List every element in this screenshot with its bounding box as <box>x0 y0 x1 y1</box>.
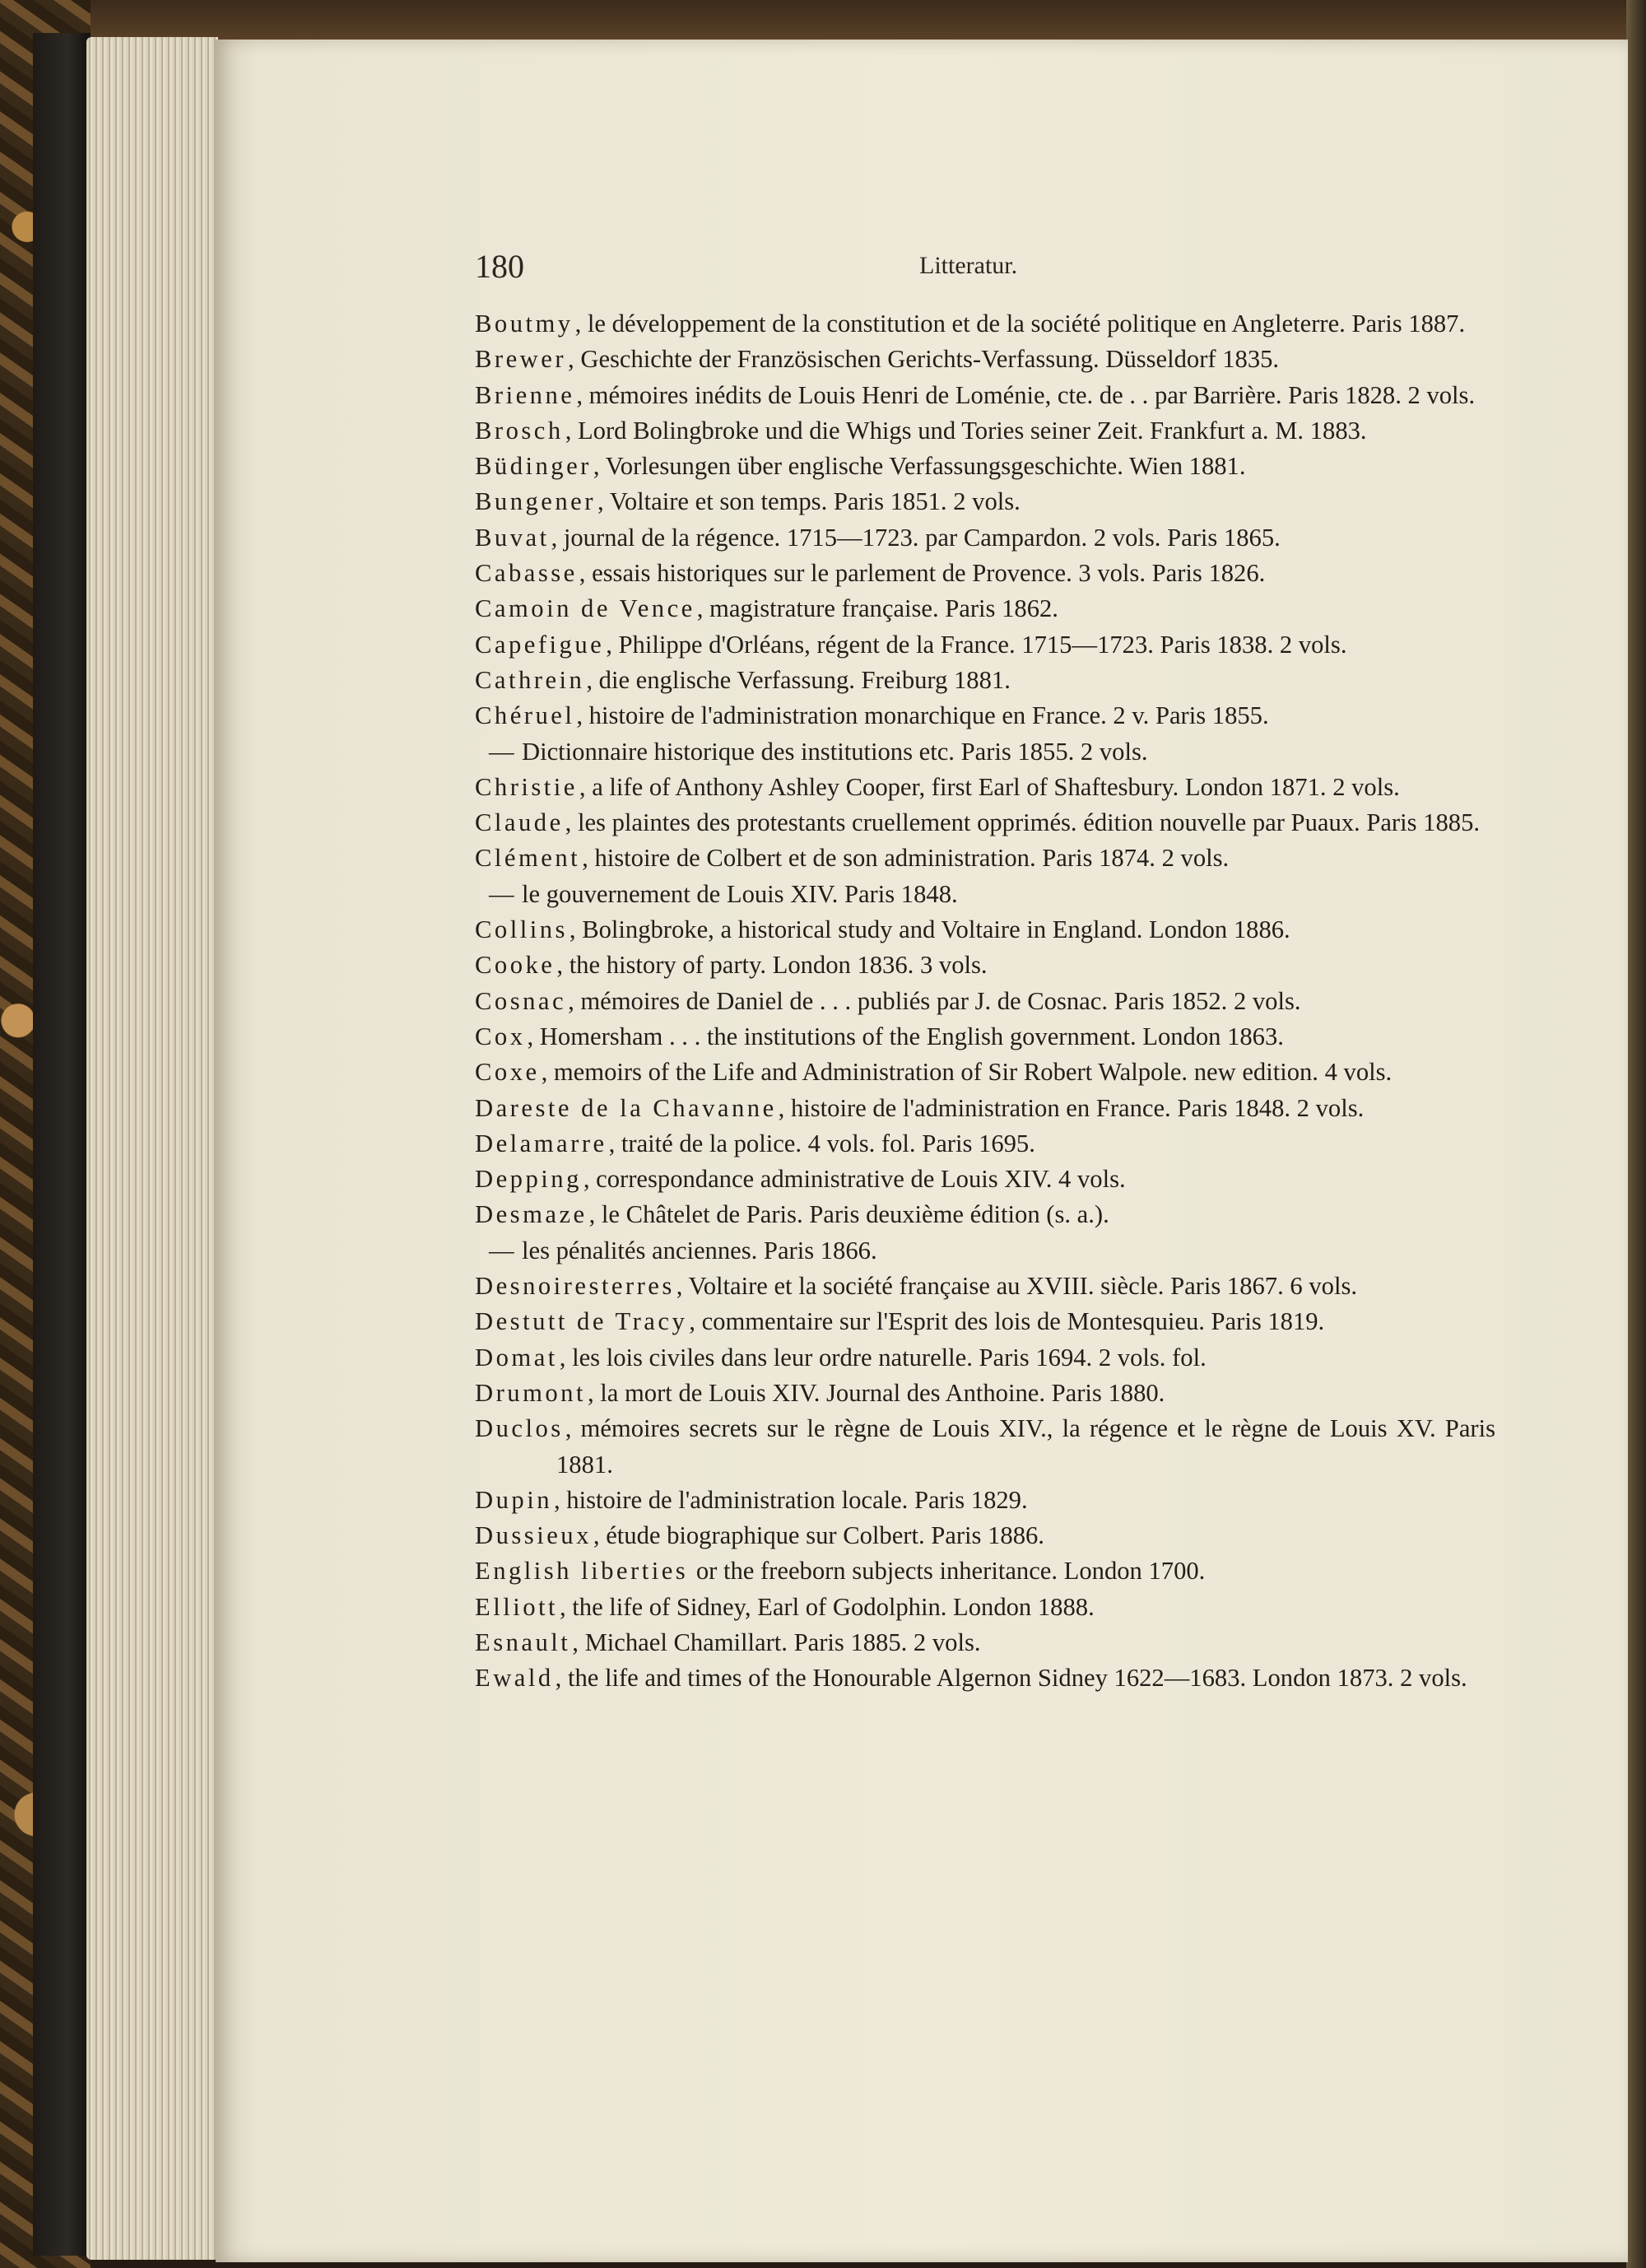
entry-author: Coxe <box>475 1058 540 1087</box>
bibliography-entry <box>475 449 1495 484</box>
entry-text: , histoire de l'administration monarchique en France. 2 v. Paris 1855. <box>576 701 1269 730</box>
entry-text: , Michael Chamillart. Paris 1885. 2 vols. <box>572 1628 981 1656</box>
page-number: 180 <box>475 248 524 285</box>
bibliography-entry <box>475 306 1495 342</box>
entry-author: Cox <box>475 1022 526 1050</box>
bibliography-entry <box>475 1269 1495 1304</box>
entry-author: Bungener <box>475 487 596 516</box>
entry-author: Buvat <box>475 523 550 552</box>
entry-text: , correspondance administrative de Louis XIV. 4 vols. <box>583 1165 1126 1194</box>
entry-text: , les plaintes des protestants cruellement opprimés. édition nouvelle par Puaux. Paris 1885. <box>565 808 1481 837</box>
bibliography-entry <box>475 591 1495 626</box>
entry-author: Desmaze <box>475 1200 588 1229</box>
bibliography-entry <box>475 1590 1495 1625</box>
entry-text: , die englische Verfassung. Freiburg 1881. <box>586 665 1011 694</box>
entry-text: , Voltaire et la société française au XVIII. siècle. Paris 1867. 6 vols. <box>676 1272 1357 1301</box>
bibliography-entry <box>475 484 1495 519</box>
entry-author: Esnault <box>475 1628 571 1656</box>
entry-text: , le développement de la constitution et de la société politique en Angleterre. Paris 1887. <box>574 310 1466 338</box>
opposite-page-edge <box>1626 0 1646 2268</box>
entry-author: Cabasse <box>475 559 578 588</box>
entry-text: Dictionnaire historique des institutions etc. Paris 1855. 2 vols. <box>522 737 1148 766</box>
entry-text: , Voltaire et son temps. Paris 1851. 2 vols. <box>597 487 1021 516</box>
bibliography-entry <box>475 1376 1495 1411</box>
entry-text: , étude biographique sur Colbert. Paris 1886. <box>593 1521 1044 1550</box>
entry-author: Elliott <box>475 1592 558 1621</box>
entry-author: Destutt de Tracy <box>475 1307 688 1336</box>
entry-text: , mémoires de Daniel de . . . publiés par J. de Cosnac. Paris 1852. 2 vols. <box>568 986 1301 1015</box>
entry-text: or the freeborn subjects inheritance. London 1700. <box>690 1557 1206 1586</box>
entry-author: English liberties <box>475 1557 689 1586</box>
entry-author: Dareste de la Chavanne <box>475 1093 777 1122</box>
entry-author: Drumont <box>475 1378 586 1407</box>
entry-text: , Lord Bolingbroke und die Whigs und Tories seiner Zeit. Frankfurt a. M. 1883. <box>565 416 1367 445</box>
bibliography-entry <box>475 378 1495 413</box>
entry-text: , mémoires inédits de Louis Henri de Loménie, cte. de . . par Barrière. Paris 1828. 2 vols. <box>576 380 1476 409</box>
entry-author: Cathrein <box>475 665 585 694</box>
entry-text: , traité de la police. 4 vols. fol. Paris 1695. <box>608 1129 1035 1157</box>
ditto-dash: — <box>489 737 514 766</box>
entry-text: , le Châtelet de Paris. Paris deuxième édition (s. a.). <box>588 1200 1109 1229</box>
entry-text: , les lois civiles dans leur ordre naturelle. Paris 1694. 2 vols. fol. <box>559 1343 1207 1372</box>
entry-author: Cooke <box>475 951 556 980</box>
entry-text: les pénalités anciennes. Paris 1866. <box>522 1236 877 1264</box>
entry-text: , mémoires secrets sur le règne de Louis XIV., la régence et le règne de Louis XV. Paris 1881. <box>556 1414 1495 1479</box>
bibliography-entry <box>475 520 1495 556</box>
entry-author: Delamarre <box>475 1129 607 1157</box>
bibliography-entry <box>475 556 1495 591</box>
entry-author: Capefigue <box>475 630 605 659</box>
entry-author: Dupin <box>475 1485 552 1514</box>
bibliography-entry <box>475 1055 1495 1090</box>
entry-text: , the life and times of the Honourable Algernon Sidney 1622—1683. London 1873. 2 vols. <box>555 1664 1467 1693</box>
entry-text: le gouvernement de Louis XIV. Paris 1848. <box>522 879 958 908</box>
entry-author: Collins <box>475 915 568 944</box>
bibliography-entry <box>475 841 1495 876</box>
bibliography-entry <box>475 413 1495 449</box>
entry-author: Domat <box>475 1343 558 1372</box>
bibliography-entry <box>475 1340 1495 1376</box>
ditto-dash: — <box>489 879 514 908</box>
entry-text: , Geschichte der Französischen Gerichts-Verfassung. Düsseldorf 1835. <box>568 345 1280 374</box>
bibliography-entry <box>475 1126 1495 1162</box>
entry-author: Büdinger <box>475 452 592 481</box>
bibliography-entry <box>475 1411 1495 1483</box>
bibliography-entry <box>475 734 1495 770</box>
entry-text: , Philippe d'Orléans, régent de la France. 1715—1723. Paris 1838. 2 vols. <box>606 630 1347 659</box>
entry-text: , la mort de Louis XIV. Journal des Anthoine. Paris 1880. <box>587 1378 1165 1407</box>
bibliography-entry <box>475 1304 1495 1339</box>
bibliography-entry <box>475 1625 1495 1660</box>
bibliography-entry <box>475 1197 1495 1232</box>
entry-text: , histoire de l'administration locale. Paris 1829. <box>553 1485 1028 1514</box>
entry-text: , Homersham . . . the institutions of the English government. London 1863. <box>527 1022 1284 1050</box>
entry-text: , a life of Anthony Ashley Cooper, first Earl of Shaftesbury. London 1871. 2 vols. <box>579 772 1400 801</box>
entry-text: , the life of Sidney, Earl of Godolphin. London 1888. <box>559 1592 1095 1621</box>
entry-text: , essais historiques sur le parlement de Provence. 3 vols. Paris 1826. <box>579 559 1266 588</box>
entry-author: Brienne <box>475 380 575 409</box>
entry-text: , histoire de Colbert et de son administration. Paris 1874. 2 vols. <box>582 844 1230 873</box>
entry-author: Brewer <box>475 345 567 374</box>
entry-author: Clément <box>475 844 581 873</box>
entry-text: , histoire de l'administration en France. Paris 1848. 2 vols. <box>778 1093 1365 1122</box>
bibliography-entry <box>475 770 1495 805</box>
entry-text: , Bolingbroke, a historical study and Voltaire in England. London 1886. <box>569 915 1290 944</box>
bibliography-list <box>475 306 1495 1697</box>
bibliography-entry <box>475 1233 1495 1269</box>
entry-text: , memoirs of the Life and Administration of Sir Robert Walpole. new edition. 4 vols. <box>541 1058 1393 1087</box>
ditto-dash: — <box>489 1236 514 1264</box>
bibliography-entry <box>475 698 1495 733</box>
entry-author: Chéruel <box>475 701 575 730</box>
entry-text: , magistrature française. Paris 1862. <box>696 594 1058 623</box>
cover-top-edge <box>91 0 1646 41</box>
entry-text: , Vorlesungen über englische Verfassungsgeschichte. Wien 1881. <box>593 452 1246 481</box>
entry-author: Ewald <box>475 1664 554 1693</box>
bibliography-entry <box>475 1091 1495 1126</box>
entry-author: Depping <box>475 1165 582 1194</box>
entry-author: Boutmy <box>475 310 574 338</box>
bibliography-entry <box>475 627 1495 663</box>
entry-text: , commentaire sur l'Esprit des lois de Montesquieu. Paris 1819. <box>689 1307 1325 1336</box>
bibliography-entry <box>475 912 1495 948</box>
bibliography-entry <box>475 663 1495 698</box>
entry-author: Duclos <box>475 1414 564 1443</box>
page-header <box>475 247 1504 288</box>
bibliography-entry <box>475 805 1495 841</box>
bibliography-entry <box>475 1019 1495 1055</box>
entry-author: Camoin de Vence <box>475 594 695 623</box>
bibliography-entry <box>475 1553 1495 1589</box>
entry-author: Dussieux <box>475 1521 592 1550</box>
bibliography-entry <box>475 948 1495 983</box>
bibliography-entry <box>475 1518 1495 1553</box>
entry-text: , journal de la régence. 1715—1723. par Campardon. 2 vols. Paris 1865. <box>551 523 1281 552</box>
entry-text: , the history of party. London 1836. 3 vols. <box>556 951 988 980</box>
entry-author: Brosch <box>475 416 564 445</box>
entry-author: Christie <box>475 772 578 801</box>
bibliography-entry <box>475 342 1495 377</box>
page-block-edges <box>86 37 218 2260</box>
bibliography-entry <box>475 984 1495 1019</box>
entry-author: Desnoiresterres <box>475 1272 675 1301</box>
bibliography-entry <box>475 1162 1495 1197</box>
running-head: Litteratur. <box>919 252 1018 279</box>
bibliography-entry <box>475 1483 1495 1518</box>
entry-author: Claude <box>475 808 564 837</box>
book-spine-edge <box>33 33 91 2256</box>
bibliography-entry <box>475 1660 1495 1696</box>
bibliography-entry <box>475 877 1495 912</box>
entry-author: Cosnac <box>475 986 567 1015</box>
